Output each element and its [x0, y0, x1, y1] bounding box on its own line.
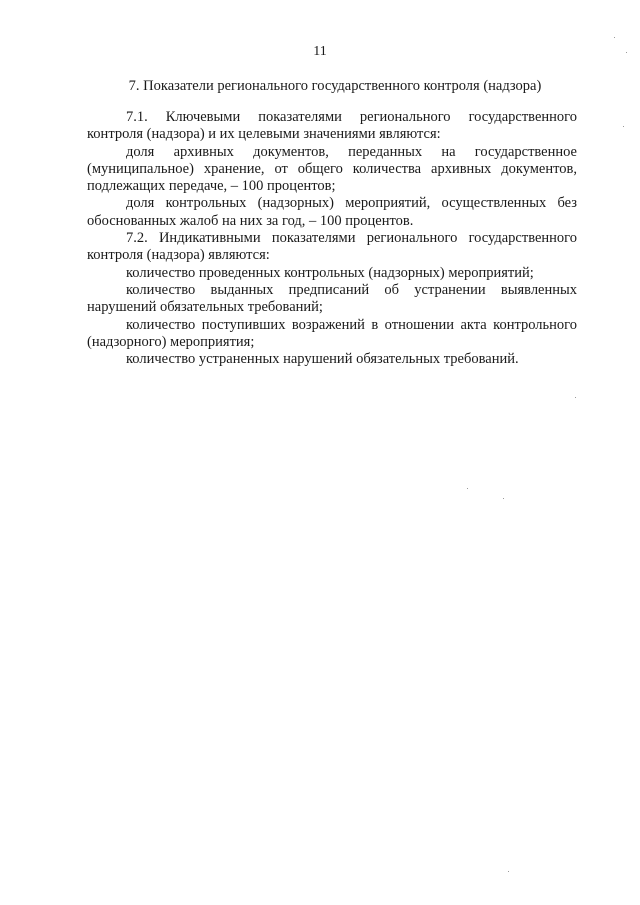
- paragraph-measures-count: количество проведенных контрольных (надзорных) мероприятий;: [126, 264, 534, 281]
- paragraph-7-2: 7.2. Индикативными показателями регионального государственного контроля (надзора) являются:: [87, 230, 577, 264]
- scan-speck: [503, 498, 504, 499]
- paragraph-orders-count: количество выданных предписаний об устранении выявленных нарушений обязательных требований;: [87, 281, 577, 316]
- section-title: 7. Показатели регионального государственного контроля (надзора): [128, 78, 542, 94]
- scan-speck: [623, 126, 624, 127]
- scan-speck: [614, 37, 615, 38]
- paragraph-complaint-free-share: доля контрольных (надзорных) мероприятий, осуществленных без обоснованных жалоб на них за год, – 100 процентов.: [87, 195, 577, 229]
- scan-speck: [575, 397, 576, 398]
- paragraph-7-1: 7.1. Ключевыми показателями регионального государственного контроля (надзора) и их целевыми значениями являются:: [87, 109, 577, 143]
- paragraph-archive-share: доля архивных документов, переданных на государственное (муниципальное) хранение, от общего количества архивных документов, подлежащих передаче, – 100 процентов;: [87, 143, 577, 195]
- scan-speck: [508, 871, 509, 872]
- document-body: [87, 109, 577, 368]
- page-number: 11: [313, 44, 327, 59]
- paragraph-eliminated-violations: количество устраненных нарушений обязательных требований.: [126, 351, 519, 368]
- scan-speck: [626, 52, 627, 53]
- scan-speck: [467, 488, 468, 489]
- paragraph-objections-count: количество поступивших возражений в отношении акта контрольного (надзорного) мероприятия;: [87, 316, 577, 350]
